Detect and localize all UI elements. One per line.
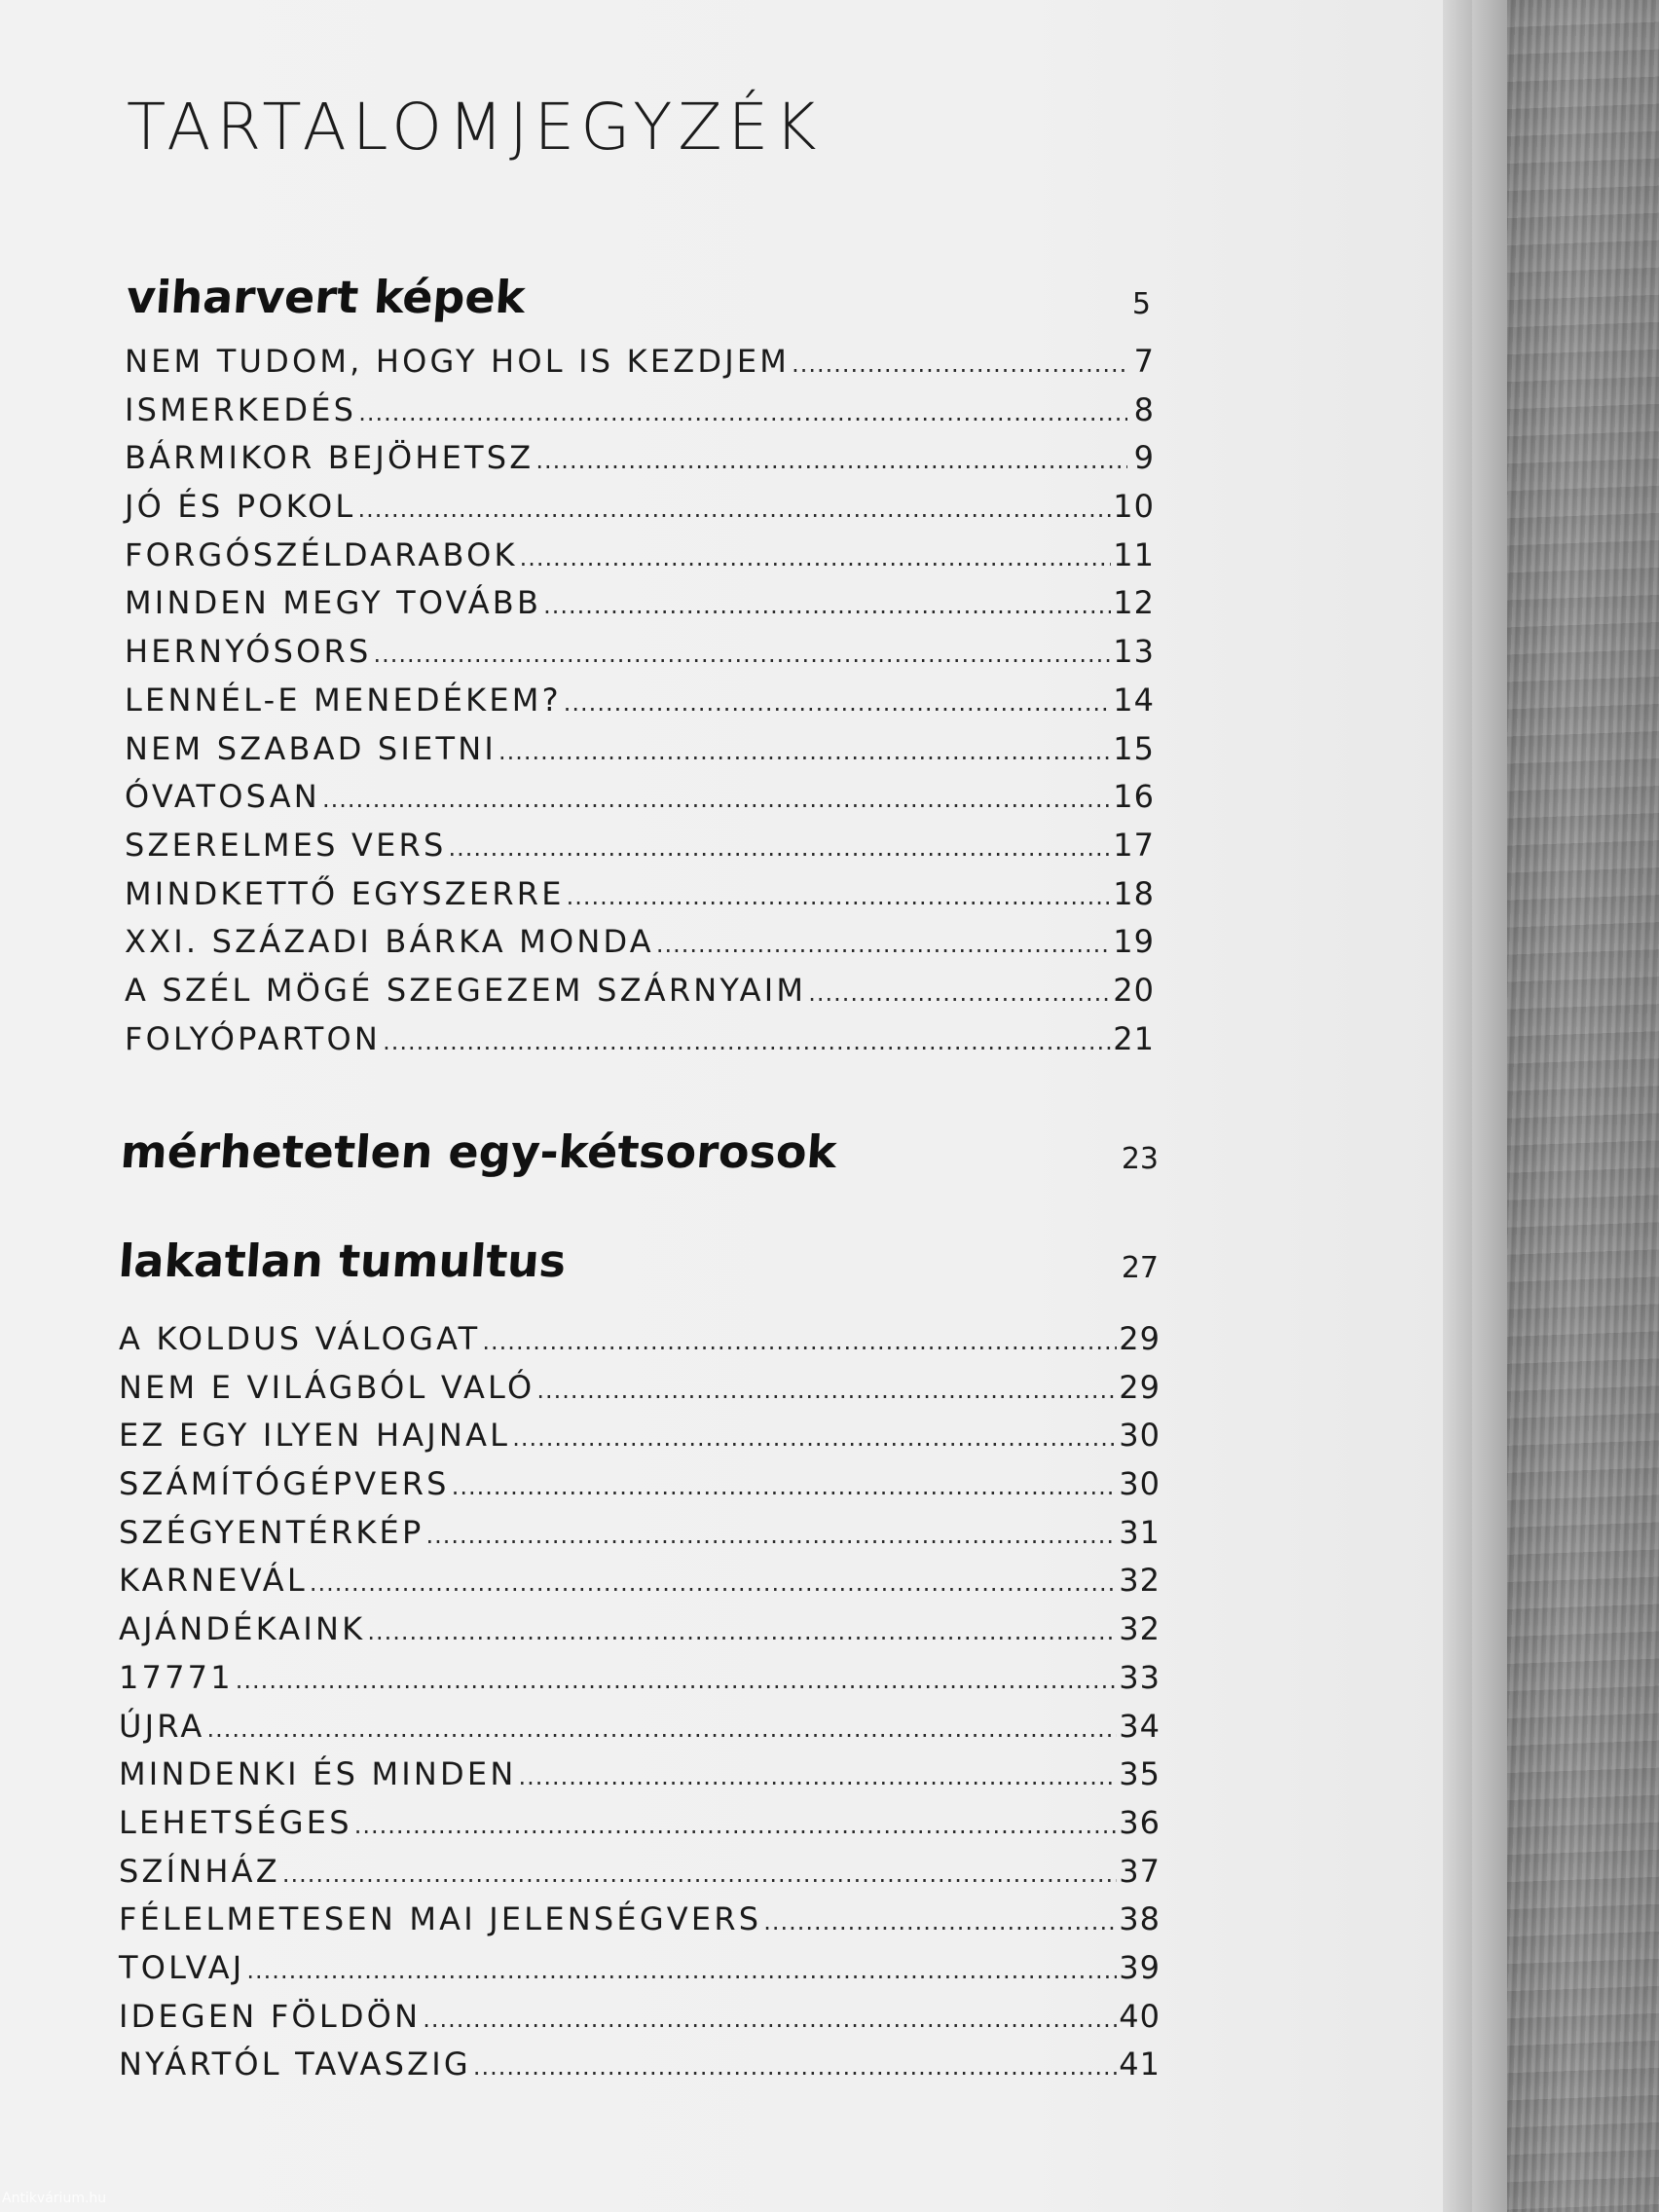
toc-entry [119, 1369, 1161, 1418]
toc-entry [119, 1853, 1161, 1901]
toc-entry-page: 39 [1119, 1948, 1161, 1986]
dot-leader [373, 641, 1111, 668]
toc-entry-title: SZERELMES VERS [125, 826, 447, 864]
dot-leader [498, 738, 1111, 765]
section-heading-lakatlan-tumultus [119, 1219, 1159, 1287]
toc-entry-page: 30 [1119, 1417, 1161, 1455]
toc-entry [119, 1514, 1161, 1563]
dot-leader [236, 1667, 1117, 1694]
toc-entry-page: 7 [1133, 343, 1155, 380]
toc-entry-page: 19 [1113, 923, 1155, 961]
toc-entry-page: 21 [1113, 1019, 1155, 1057]
section-label: lakatlan tumultus [117, 1235, 569, 1287]
section-page-number: 27 [1121, 1251, 1159, 1285]
toc-entry [125, 1020, 1155, 1069]
toc-entry [119, 1998, 1161, 2046]
dot-leader [310, 1569, 1117, 1597]
dot-leader [357, 496, 1111, 523]
toc-entry-page: 29 [1119, 1368, 1161, 1406]
toc-entry [125, 584, 1155, 633]
toc-entry-title: NEM TUDOM, HOGY HOL IS KEZDJEM [125, 343, 791, 380]
toc-entry-page: 35 [1119, 1755, 1161, 1793]
toc-entry-title: A SZÉL MÖGÉ SZEGEZEM SZÁRNYAIM [125, 971, 807, 1009]
toc-entry-title: BÁRMIKOR BEJÖHETSZ [125, 439, 535, 477]
dot-leader [246, 1957, 1117, 1984]
toc-entry [119, 1465, 1161, 1514]
toc-entry-page: 30 [1119, 1465, 1161, 1503]
toc-entry-page: 10 [1113, 488, 1155, 526]
toc-entry-title: FOLYÓPARTON [125, 1019, 382, 1057]
toc-entry-title: 17771 [119, 1658, 234, 1696]
dot-leader [449, 834, 1112, 862]
toc-entry-title: JÓ ÉS POKOL [125, 488, 356, 526]
toc-entry-title: NEM E VILÁGBÓL VALÓ [119, 1368, 535, 1406]
toc-entry [119, 1320, 1161, 1369]
toc-entry [125, 923, 1155, 972]
dot-leader [792, 350, 1127, 378]
toc-entry [119, 1949, 1161, 1998]
toc-entry [119, 1755, 1161, 1804]
toc-entry-title: IDEGEN FÖLDÖN [119, 1997, 422, 2035]
toc-entry [125, 827, 1155, 875]
toc-entry [125, 343, 1155, 391]
toc-entry-title: SZÁMÍTÓGÉPVERS [119, 1465, 450, 1503]
dot-leader [763, 1908, 1117, 1936]
toc-entry-page: 8 [1133, 390, 1155, 428]
toc-entry [119, 1417, 1161, 1465]
dot-leader [322, 786, 1111, 813]
toc-entry [125, 536, 1155, 585]
dot-leader [482, 1328, 1117, 1355]
toc-entry [125, 972, 1155, 1020]
page-title: TARTALOMJEGYZÉK [127, 90, 823, 165]
toc-entry [119, 1708, 1161, 1756]
toc-entry-page: 18 [1113, 874, 1155, 912]
toc-entry-page: 36 [1119, 1803, 1161, 1841]
toc-entry-title: SZÉGYENTÉRKÉP [119, 1513, 424, 1551]
dot-leader [536, 1377, 1117, 1404]
toc-entry-title: FÉLELMETESEN MAI JELENSÉGVERS [119, 1900, 762, 1938]
toc-entry-page: 16 [1113, 778, 1155, 816]
toc-entry-page: 32 [1119, 1562, 1161, 1600]
toc-entry [125, 682, 1155, 730]
toc-entry-title: MINDKETTŐ EGYSZERRE [125, 874, 565, 912]
toc-entry-title: KARNEVÁL [119, 1562, 308, 1600]
dot-leader [423, 2006, 1117, 2033]
dot-leader [354, 1812, 1118, 1839]
toc-entry-title: ÓVATOSAN [125, 778, 320, 816]
toc-entry-title: MINDEN MEGY TOVÁBB [125, 584, 542, 622]
toc-entry [125, 633, 1155, 682]
section-page-number: 5 [1131, 287, 1151, 321]
toc-entry-title: EZ EGY ILYEN HAJNAL [119, 1417, 511, 1455]
toc-entry-title: LEHETSÉGES [119, 1803, 352, 1841]
toc-list-section-1 [125, 343, 1155, 1068]
toc-entry-title: NEM SZABAD SIETNI [125, 729, 498, 767]
toc-entry-title: LENNÉL-E MENEDÉKEM? [125, 681, 562, 719]
toc-entry-title: SZÍNHÁZ [119, 1852, 280, 1890]
toc-entry [119, 1562, 1161, 1610]
toc-entry [119, 2046, 1161, 2094]
toc-entry-title: FORGÓSZÉLDARABOK [125, 535, 518, 573]
toc-entry-page: 29 [1119, 1320, 1161, 1357]
section-heading-viharvert-kepek [127, 255, 1151, 323]
dot-leader [473, 2053, 1117, 2081]
dot-leader [567, 883, 1112, 910]
dot-leader [367, 1618, 1117, 1645]
wooden-background [1507, 0, 1659, 2212]
dot-leader [512, 1424, 1117, 1452]
toc-entry-title: ÚJRA [119, 1707, 205, 1745]
toc-entry [125, 391, 1155, 440]
toc-entry-page: 40 [1119, 1997, 1161, 2035]
dot-leader [543, 592, 1111, 619]
page-edge [1443, 0, 1472, 2212]
toc-entry [119, 1659, 1161, 1708]
dot-leader [808, 979, 1111, 1007]
page-edge-shadow [1472, 0, 1507, 2212]
toc-entry-title: NYÁRTÓL TAVASZIG [119, 2046, 471, 2083]
toc-list-section-3 [119, 1320, 1161, 2094]
dot-leader [452, 1473, 1118, 1500]
toc-entry-page: 13 [1113, 633, 1155, 671]
dot-leader [425, 1522, 1117, 1549]
toc-entry-page: 11 [1113, 535, 1155, 573]
toc-entry-page: 31 [1119, 1513, 1161, 1551]
dot-leader [207, 1715, 1118, 1743]
toc-entry [119, 1804, 1161, 1853]
toc-entry-title: AJÁNDÉKAINK [119, 1610, 366, 1648]
toc-entry-page: 33 [1119, 1658, 1161, 1696]
dot-leader [535, 447, 1127, 474]
toc-entry [119, 1610, 1161, 1659]
toc-entry-page: 17 [1113, 826, 1155, 864]
toc-entry [125, 439, 1155, 488]
toc-entry-title: TOLVAJ [119, 1948, 245, 1986]
section-heading-merhetetlen [121, 1110, 1159, 1178]
dot-leader [282, 1861, 1117, 1888]
toc-entry [125, 730, 1155, 779]
toc-entry-title: HERNYÓSORS [125, 633, 372, 671]
toc-entry-title: A KOLDUS VÁLOGAT [119, 1320, 481, 1357]
toc-entry-page: 14 [1113, 681, 1155, 719]
toc-entry [125, 488, 1155, 536]
toc-entry [125, 875, 1155, 924]
toc-entry-page: 38 [1119, 1900, 1161, 1938]
dot-leader [656, 931, 1111, 958]
toc-entry-page: 9 [1133, 439, 1155, 477]
toc-entry-page: 20 [1113, 971, 1155, 1009]
toc-entry-title: ISMERKEDÉS [125, 390, 357, 428]
toc-entry-page: 15 [1113, 729, 1155, 767]
section-page-number: 23 [1121, 1142, 1159, 1176]
toc-entry-page: 12 [1113, 584, 1155, 622]
toc-entry-title: MINDENKI ÉS MINDEN [119, 1755, 517, 1793]
dot-leader [383, 1028, 1111, 1055]
dot-leader [520, 544, 1112, 571]
toc-entry [125, 778, 1155, 827]
toc-entry-page: 32 [1119, 1610, 1161, 1648]
dot-leader [518, 1763, 1117, 1790]
section-label: mérhetetlen egy-kétsorosok [119, 1125, 839, 1178]
toc-entry-page: 37 [1119, 1852, 1161, 1890]
section-label: viharvert képek [125, 271, 528, 323]
toc-entry-page: 41 [1119, 2046, 1161, 2083]
dot-leader [358, 399, 1127, 426]
watermark: Antikvárium.hu [2, 2191, 107, 2206]
dot-leader [564, 689, 1111, 717]
toc-entry-title: XXI. SZÁZADI BÁRKA MONDA [125, 923, 654, 961]
toc-entry-page: 34 [1119, 1707, 1161, 1745]
toc-entry [119, 1900, 1161, 1949]
